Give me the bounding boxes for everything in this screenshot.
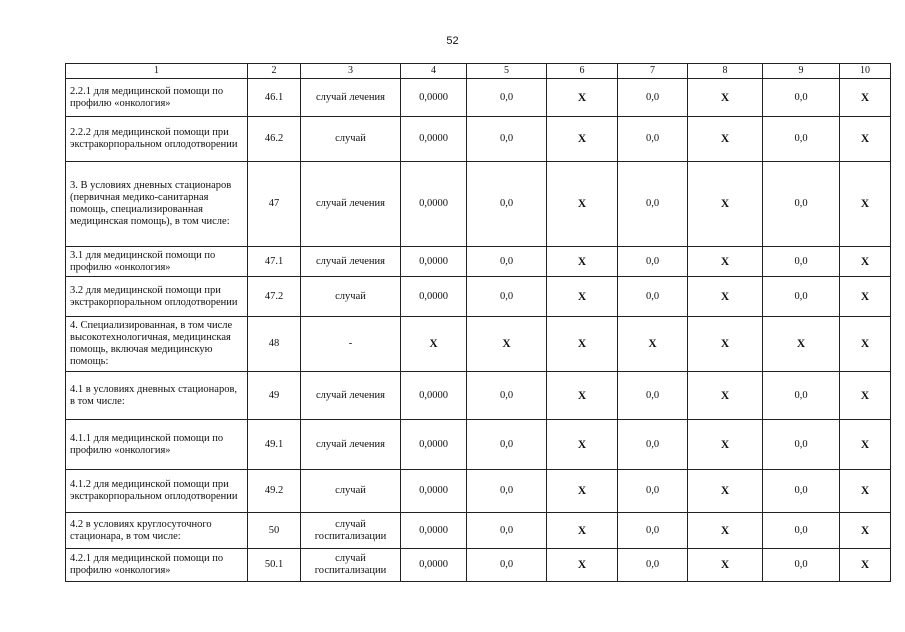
table-cell-col-9: 0,0 bbox=[763, 420, 840, 470]
table-cell-col-7: 0,0 bbox=[618, 277, 688, 317]
table-cell-col-10: X bbox=[840, 513, 891, 549]
column-header-7: 7 bbox=[618, 64, 688, 79]
table-cell-col-9: 0,0 bbox=[763, 372, 840, 420]
table-cell-col-5: 0,0 bbox=[467, 117, 547, 162]
table-cell-col-1: 4.1 в условиях дневных стационаров, в том числе: bbox=[66, 372, 248, 420]
table-cell-col-10: X bbox=[840, 549, 891, 582]
table-cell-col-2: 47.2 bbox=[248, 277, 301, 317]
table-cell-col-10: X bbox=[840, 420, 891, 470]
table-cell-col-4: 0,0000 bbox=[401, 79, 467, 117]
table-cell-col-2: 47.1 bbox=[248, 247, 301, 277]
table-cell-col-4: 0,0000 bbox=[401, 470, 467, 513]
table-cell-col-4: 0,0000 bbox=[401, 420, 467, 470]
table-cell-col-8: X bbox=[688, 79, 763, 117]
table-cell-col-3: - bbox=[301, 317, 401, 372]
table-cell-col-10: X bbox=[840, 79, 891, 117]
table-cell-col-2: 47 bbox=[248, 162, 301, 247]
table-row bbox=[66, 247, 891, 277]
table-row bbox=[66, 470, 891, 513]
table-cell-col-5: 0,0 bbox=[467, 470, 547, 513]
table-cell-col-8: X bbox=[688, 372, 763, 420]
table-cell-col-1: 2.2.2 для медицинской помощи при экстракорпоральном оплодотворении bbox=[66, 117, 248, 162]
table-cell-col-6: X bbox=[547, 117, 618, 162]
table-cell-col-8: X bbox=[688, 117, 763, 162]
table-cell-col-3: случай bbox=[301, 470, 401, 513]
table-cell-col-4: 0,0000 bbox=[401, 162, 467, 247]
table-cell-col-6: X bbox=[547, 513, 618, 549]
table-cell-col-3: случай лечения bbox=[301, 420, 401, 470]
table-cell-col-10: X bbox=[840, 162, 891, 247]
table-cell-col-8: X bbox=[688, 317, 763, 372]
table-cell-col-5: X bbox=[467, 317, 547, 372]
table-cell-col-9: 0,0 bbox=[763, 79, 840, 117]
table-cell-col-7: 0,0 bbox=[618, 247, 688, 277]
table-cell-col-1: 3. В условиях дневных стационаров (первичная медико-санитарная помощь, специализированная медицинская помощь), в том числе: bbox=[66, 162, 248, 247]
table-cell-col-5: 0,0 bbox=[467, 79, 547, 117]
column-header-9: 9 bbox=[763, 64, 840, 79]
table-row bbox=[66, 162, 891, 247]
table-cell-col-8: X bbox=[688, 420, 763, 470]
table-cell-col-1: 4.1.1 для медицинской помощи по профилю «онкология» bbox=[66, 420, 248, 470]
table-cell-col-7: 0,0 bbox=[618, 372, 688, 420]
table-cell-col-10: X bbox=[840, 117, 891, 162]
table-cell-col-7: 0,0 bbox=[618, 470, 688, 513]
table-cell-col-5: 0,0 bbox=[467, 162, 547, 247]
table-cell-col-6: X bbox=[547, 549, 618, 582]
table-cell-col-1: 4.2.1 для медицинской помощи по профилю «онкология» bbox=[66, 549, 248, 582]
table-cell-col-8: X bbox=[688, 247, 763, 277]
table-cell-col-8: X bbox=[688, 549, 763, 582]
table-cell-col-6: X bbox=[547, 372, 618, 420]
table-cell-col-2: 49.1 bbox=[248, 420, 301, 470]
table-row bbox=[66, 117, 891, 162]
table-cell-col-7: 0,0 bbox=[618, 79, 688, 117]
table-cell-col-2: 48 bbox=[248, 317, 301, 372]
table-cell-col-9: 0,0 bbox=[763, 470, 840, 513]
table-cell-col-3: случай госпитализации bbox=[301, 513, 401, 549]
table-cell-col-5: 0,0 bbox=[467, 513, 547, 549]
table-cell-col-9: 0,0 bbox=[763, 162, 840, 247]
table-cell-col-6: X bbox=[547, 162, 618, 247]
table-row bbox=[66, 79, 891, 117]
table-cell-col-4: 0,0000 bbox=[401, 117, 467, 162]
table-cell-col-1: 3.1 для медицинской помощи по профилю «онкология» bbox=[66, 247, 248, 277]
column-header-4: 4 bbox=[401, 64, 467, 79]
table-cell-col-9: 0,0 bbox=[763, 117, 840, 162]
table-cell-col-5: 0,0 bbox=[467, 277, 547, 317]
table-cell-col-9: 0,0 bbox=[763, 247, 840, 277]
table-cell-col-3: случай лечения bbox=[301, 79, 401, 117]
table-cell-col-3: случай лечения bbox=[301, 372, 401, 420]
table-row bbox=[66, 317, 891, 372]
table-cell-col-6: X bbox=[547, 420, 618, 470]
table-cell-col-9: 0,0 bbox=[763, 513, 840, 549]
table-cell-col-10: X bbox=[840, 247, 891, 277]
column-header-10: 10 bbox=[840, 64, 891, 79]
table-cell-col-6: X bbox=[547, 470, 618, 513]
table-cell-col-8: X bbox=[688, 470, 763, 513]
table-cell-col-9: X bbox=[763, 317, 840, 372]
table-cell-col-4: 0,0000 bbox=[401, 247, 467, 277]
table-cell-col-7: X bbox=[618, 317, 688, 372]
table-row bbox=[66, 513, 891, 549]
table-cell-col-8: X bbox=[688, 277, 763, 317]
table-cell-col-4: 0,0000 bbox=[401, 277, 467, 317]
table-cell-col-6: X bbox=[547, 79, 618, 117]
column-header-8: 8 bbox=[688, 64, 763, 79]
table-cell-col-4: 0,0000 bbox=[401, 372, 467, 420]
table-cell-col-4: 0,0000 bbox=[401, 549, 467, 582]
column-header-6: 6 bbox=[547, 64, 618, 79]
table-cell-col-5: 0,0 bbox=[467, 420, 547, 470]
table-cell-col-1: 4. Специализированная, в том числе высокотехнологичная, медицинская помощь, включая медицинскую помощь: bbox=[66, 317, 248, 372]
table-cell-col-3: случай госпитализации bbox=[301, 549, 401, 582]
table-cell-col-10: X bbox=[840, 470, 891, 513]
table-cell-col-9: 0,0 bbox=[763, 549, 840, 582]
table-cell-col-1: 4.1.2 для медицинской помощи при экстракорпоральном оплодотворении bbox=[66, 470, 248, 513]
column-header-3: 3 bbox=[301, 64, 401, 79]
table-cell-col-4: 0,0000 bbox=[401, 513, 467, 549]
table-cell-col-7: 0,0 bbox=[618, 162, 688, 247]
table-row bbox=[66, 372, 891, 420]
table-cell-col-1: 3.2 для медицинской помощи при экстракорпоральном оплодотворении bbox=[66, 277, 248, 317]
table-cell-col-10: X bbox=[840, 372, 891, 420]
page-number: 52 bbox=[446, 35, 459, 47]
table-cell-col-3: случай bbox=[301, 117, 401, 162]
table-cell-col-9: 0,0 bbox=[763, 277, 840, 317]
table-cell-col-2: 50 bbox=[248, 513, 301, 549]
table-cell-col-2: 46.1 bbox=[248, 79, 301, 117]
table-cell-col-7: 0,0 bbox=[618, 117, 688, 162]
table-cell-col-5: 0,0 bbox=[467, 372, 547, 420]
table-cell-col-10: X bbox=[840, 317, 891, 372]
table-row bbox=[66, 549, 891, 582]
table-cell-col-6: X bbox=[547, 277, 618, 317]
table-cell-col-2: 46.2 bbox=[248, 117, 301, 162]
table-cell-col-5: 0,0 bbox=[467, 247, 547, 277]
table-cell-col-1: 4.2 в условиях круглосуточного стационара, в том числе: bbox=[66, 513, 248, 549]
table-cell-col-3: случай лечения bbox=[301, 162, 401, 247]
table-cell-col-6: X bbox=[547, 247, 618, 277]
table-cell-col-6: X bbox=[547, 317, 618, 372]
table-cell-col-3: случай лечения bbox=[301, 247, 401, 277]
table-cell-col-7: 0,0 bbox=[618, 513, 688, 549]
header-row bbox=[66, 64, 891, 79]
table-cell-col-8: X bbox=[688, 162, 763, 247]
table-cell-col-7: 0,0 bbox=[618, 420, 688, 470]
column-header-5: 5 bbox=[467, 64, 547, 79]
table-cell-col-3: случай bbox=[301, 277, 401, 317]
column-header-2: 2 bbox=[248, 64, 301, 79]
table-row bbox=[66, 420, 891, 470]
table-cell-col-5: 0,0 bbox=[467, 549, 547, 582]
table-cell-col-10: X bbox=[840, 277, 891, 317]
table-cell-col-7: 0,0 bbox=[618, 549, 688, 582]
table-row bbox=[66, 277, 891, 317]
table-cell-col-8: X bbox=[688, 513, 763, 549]
column-header-1: 1 bbox=[66, 64, 248, 79]
table-cell-col-2: 49 bbox=[248, 372, 301, 420]
table-cell-col-1: 2.2.1 для медицинской помощи по профилю «онкология» bbox=[66, 79, 248, 117]
table-cell-col-4: X bbox=[401, 317, 467, 372]
table-cell-col-2: 49.2 bbox=[248, 470, 301, 513]
data-table bbox=[65, 63, 891, 582]
table-cell-col-2: 50.1 bbox=[248, 549, 301, 582]
